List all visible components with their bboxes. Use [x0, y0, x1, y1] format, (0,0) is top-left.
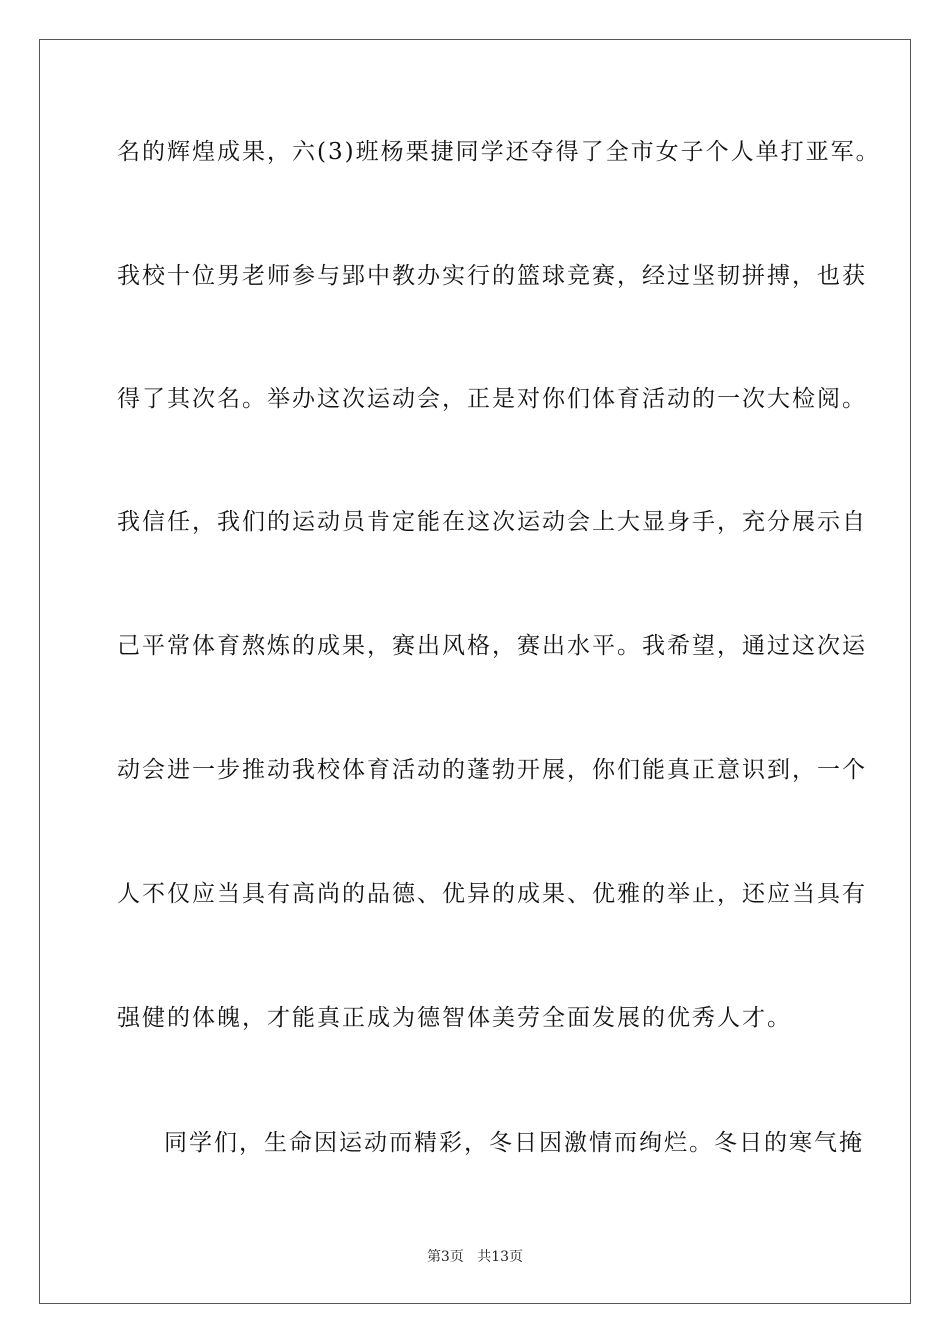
body-text-line: 得了其次名。举办这次运动会，正是对你们体育活动的一次大检阅。	[117, 386, 867, 412]
page-total: 共13页	[477, 1249, 524, 1265]
page-footer	[0, 1248, 950, 1266]
body-text-line: 我校十位男老师参与郢中教办实行的篮球竞赛，经过坚韧拼搏，也获	[117, 263, 867, 289]
paragraph-start-line: 同学们，生命因运动而精彩，冬日因激情而绚烂。冬日的寒气掩	[164, 1130, 864, 1156]
page-number: 第3页	[426, 1249, 464, 1265]
body-text-line: 强健的体魄，才能真正成为德智体美劳全面发展的优秀人才。	[117, 1005, 792, 1031]
body-text-line: 人不仅应当具有高尚的品德、优异的成果、优雅的举止，还应当具有	[117, 881, 867, 907]
page-frame	[39, 39, 911, 1304]
body-text-line: 动会进一步推动我校体育活动的蓬勃开展，你们能真正意识到，一个	[117, 757, 867, 783]
body-text-line: 己平常体育熬炼的成果，赛出风格，赛出水平。我希望，通过这次运	[117, 633, 867, 659]
body-text-line: 我信任，我们的运动员肯定能在这次运动会上大显身手，充分展示自	[117, 509, 867, 535]
body-text-line: 名的辉煌成果，六(3)班杨栗捷同学还夺得了全市女子个人单打亚军。	[117, 139, 881, 165]
